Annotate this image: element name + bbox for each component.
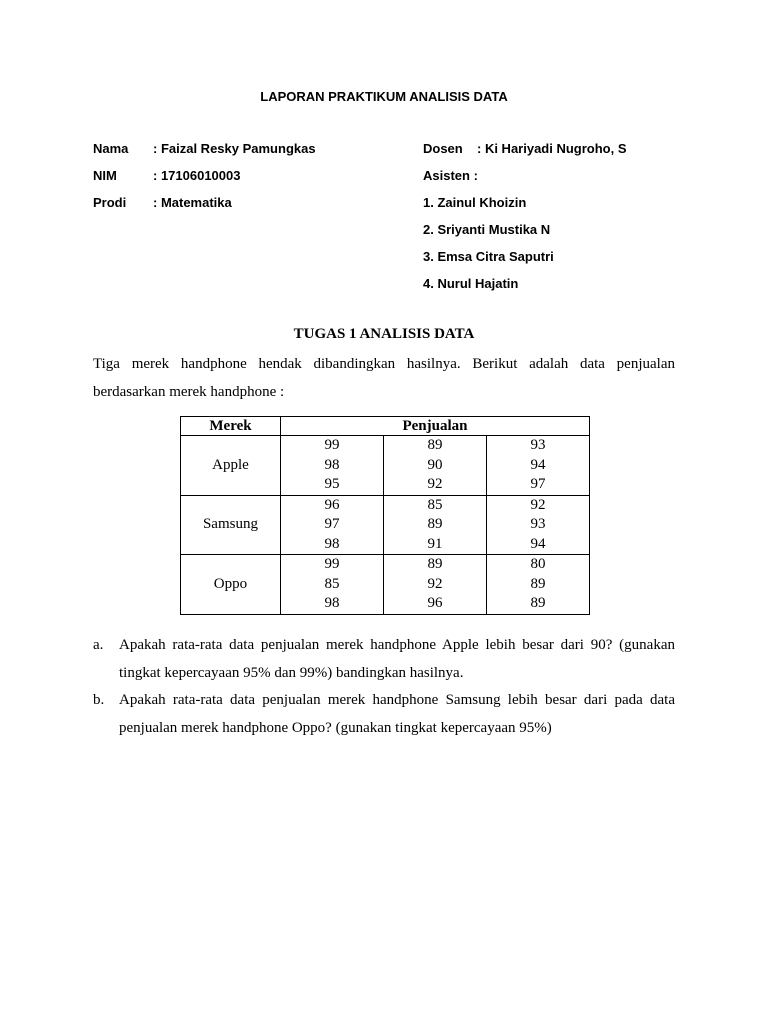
name-value: : Faizal Resky Pamungkas	[153, 141, 316, 156]
brand-samsung: Samsung	[181, 495, 281, 555]
dosen-row	[423, 141, 627, 156]
question-line-1: Apakah rata-rata data penjualan merek handphone Samsung lebih besar dari pada data	[119, 692, 675, 708]
task-intro	[93, 351, 675, 406]
sales-value: 99	[324, 437, 340, 453]
sales-value: 98	[324, 535, 340, 552]
sales-value: 91	[427, 535, 443, 552]
sales-value: 90	[427, 456, 443, 473]
sales-value: 89	[530, 575, 546, 592]
nim-value: : 17106010003	[153, 168, 241, 183]
question-line-2: penjualan merek handphone Oppo? (gunakan tingkat kepercayaan 95%)	[119, 719, 552, 736]
assistant-4: 4. Nurul Hajatin	[423, 276, 519, 291]
sales-value: 89	[427, 516, 443, 532]
sales-value: 93	[530, 437, 546, 453]
prodi-value: : Matematika	[153, 195, 232, 210]
sales-cell	[280, 555, 383, 615]
brand-oppo: Oppo	[181, 555, 281, 615]
name-row	[93, 141, 316, 156]
sales-value: 89	[427, 437, 443, 453]
name-label: Nama	[93, 141, 129, 156]
sales-cell	[486, 436, 589, 496]
sales-cell	[280, 436, 383, 496]
table-row	[181, 436, 590, 496]
question-letter: a.	[93, 637, 104, 653]
sales-value: 97	[530, 476, 546, 492]
header-brand: Merek	[181, 417, 281, 436]
question-line-1: Apakah rata-rata data penjualan merek handphone Apple lebih besar dari 90? (gunakan	[119, 637, 675, 653]
table-row	[181, 555, 590, 615]
question-text	[119, 687, 675, 742]
nim-label: NIM	[93, 168, 117, 183]
table-header-row	[181, 417, 590, 436]
sales-value: 95	[324, 476, 340, 492]
sales-cell	[383, 436, 486, 496]
header-sales: Penjualan	[280, 417, 589, 436]
sales-value: 89	[427, 556, 443, 572]
sales-value: 80	[530, 556, 546, 572]
assistant-3: 3. Emsa Citra Saputri	[423, 249, 554, 264]
sales-value: 97	[324, 516, 340, 532]
sales-value: 93	[530, 516, 546, 532]
sales-cell	[383, 555, 486, 615]
sales-value: 94	[530, 456, 546, 473]
assistant-1: 1. Zainul Khoizin	[423, 195, 527, 210]
prodi-label: Prodi	[93, 195, 127, 210]
sales-value: 92	[530, 496, 546, 513]
question-letter: b.	[93, 692, 105, 708]
sales-value: 89	[530, 595, 546, 611]
sales-value: 92	[427, 575, 443, 592]
sales-value: 96	[324, 496, 340, 513]
assistant-2: 2. Sriyanti Mustika N	[423, 222, 551, 237]
sales-value: 94	[530, 535, 546, 552]
sales-cell	[280, 495, 383, 555]
question-b	[93, 687, 675, 742]
nim-row	[93, 168, 240, 183]
question-line-2: tingkat kepercayaan 95% dan 99%) bandingkan hasilnya.	[119, 664, 464, 681]
dosen-label: Dosen	[423, 141, 463, 156]
intro-line-2: berdasarkan merek handphone :	[93, 383, 285, 400]
intro-line-1: Tiga merek handphone hendak dibandingkan hasilnya. Berikut adalah data penjualan	[93, 356, 675, 372]
asisten-label: Asisten :	[423, 168, 478, 183]
sales-cell	[486, 495, 589, 555]
question-a	[93, 632, 675, 687]
sales-value: 92	[427, 476, 443, 492]
task-title: TUGAS 1 ANALISIS DATA	[293, 326, 475, 342]
prodi-row	[93, 195, 232, 210]
sales-cell	[383, 495, 486, 555]
report-title: LAPORAN PRAKTIKUM ANALISIS DATA	[260, 89, 508, 104]
sales-value: 98	[324, 456, 340, 473]
sales-cell	[486, 555, 589, 615]
sales-value: 85	[324, 575, 340, 592]
dosen-value: : Ki Hariyadi Nugroho, S	[477, 141, 627, 156]
sales-table	[180, 416, 590, 615]
question-text	[119, 632, 675, 687]
sales-value: 85	[427, 496, 443, 513]
table-row	[181, 495, 590, 555]
sales-value: 99	[324, 556, 340, 572]
sales-value: 96	[427, 595, 443, 611]
sales-value: 98	[324, 595, 340, 611]
brand-apple: Apple	[181, 436, 281, 496]
